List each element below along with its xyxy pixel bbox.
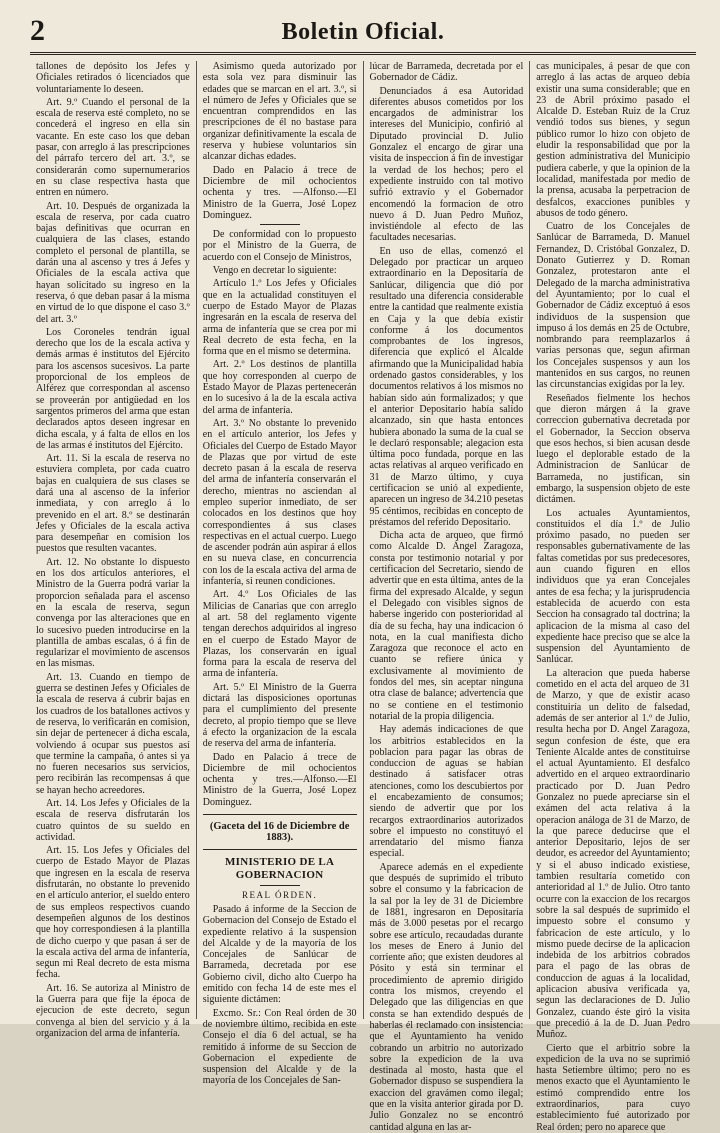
paragraph: cas municipales, á pesar de que con arreglo á las actas de arqueo debía existir una suma considerable; que en 23 de Abril próximo pasado el Alcalde D. Esteban Ruiz de la Cruz vendió todos sus bienes, y segun público rumor lo hizo con objeto de eludir la responsabilidad que por la gestion administrativa del Municipio pudiera caberle, y que la opinion de la localidad, manifestada por medio de la prensa, acusaba la perpetracion de desfalcos, exacciones punibles y abusos de todo género. [536,61,690,219]
paragraph: tallones de depósito los Jefes y Oficiales retirados ó licenciados que voluntariamente lo deseen. [36,61,190,95]
text-columns [30,61,696,1133]
paragraph: Aparece además en el expediente que después de suprimido el tributo sobre el consumo y la fabricacion de la sal por la ley de 31 de Diciembre de 1881, ingresaron en Depositaría más de 3.000 pesetas por el recargo sobre ese artículo, recaudadas durante los meses de Enero á Junio del corriente año; que existen deudores al Pósito y está sin terminar el procedimiento de apremio dirigido contra los mismos, creyendo el Delegado que las diligencias en que consta se han extendido después de haberlas él reclamado con insistencia: que el Ayuntamiento ha venido cobrando un arbitrio no autorizado sobre la expedicion de la uva destinada al mosto, hasta que el Gobernador dispuso se suspendiera la exaccion del gravámen como ilegal; que en la visita anterior girada por D. Julio Gonzalez no se encontró cantidad alguna en las ar- [369,861,524,1133]
column-2 [196,61,363,1087]
paragraph: Art. 3.º No obstante lo prevenido en el artículo anterior, los Jefes y Oficiales del Cuerpo de Estado Mayor de Plazas que por virtud de este decreto pasan á la escala de reserva del arma de infantería conservarán el derecho, mientras no asciendan al empleo superior inmediato, de ser colocados en los destinos que hoy correspondientes á sus clases respectivas en el actual cuerpo. Luego de ascender podrán aún aspirar á ellos en su nueva clase, en concurrencia con los de la escala activa del arma de infantería, si reunen condiciones. [202,417,357,588]
subsection-heading: REAL ÓRDEN. [242,890,318,900]
column-3 [363,61,530,1133]
paragraph: Los Coroneles tendrán igual derecho que los de la escala activa y demás armas é institutos del Ejército para los ascensos sucesivos. La parte proporcional de los empleos de Alférez que correspondan al ascenso se proveerán por antigüedad en los sargentos primeros del arma que estan declarados aptos deseen ingresar en dicha escala, y á falta de ellos en los de las armas é institutos del Ejército. [36,326,190,451]
paragraph: Excmo. Sr.: Con Real órden de 30 de noviembre último, recibida en este Consejo el día 6 del actual, se ha remitido á informe de su Seccion de Gobernacion el expediente de suspension del Alcalde y de la mayoría de los Concejales de San- [202,1007,357,1087]
divider [260,224,300,225]
paragraph: Art. 14. Los Jefes y Oficiales de la escala de reserva disfrutarán los cuatro quintos de su sueldo en actividad. [36,798,190,843]
paragraph: Denunciados á esa Autoridad diferentes abusos cometidos por los encargados de administrar los intereses del Municipio, confirió al Diputado provincial D. Julio Gonzalez el encargo de girar una visita de inspeccion á fin de investigar la verdad de los hechos; pero el expediente instruido con tal motivo sufrió extravío y el Gobernador encomendó la formacion de otro nuevo á D. Juan Pedro Muñoz, invistiéndole al efecto de las facultades necesarias. [369,85,524,244]
paragraph: Cuatro de los Concejales de Sanlúcar de Barrameda, D. Manuel Fernandez, D. Cristóbal Gonzalez, D. Donato Gutierrez y D. Roman Gonzalez, protestaron ante el Delegado de la marcha administrativa del Ayuntamiento; por lo cual el Gobernador de Cádiz exceptuó á esos individuos de la suspension que impuso á los demás en 25 de Octubre, nombrando para reemplazarlos á varias personas que, segun afirman los Concejales suspensos y aun los mantenidos en sus cargos, no reunen las circunstancias exigidas por la ley. [536,221,690,391]
paragraph: Art. 16. Se autoriza al Ministro de la Guerra para que fije la época de ejecucion de este decreto, segun convenga al bien del servicio y á la organizacion del arma de infantería. [36,982,190,1039]
paragraph: De conformidad con lo propuesto por el Ministro de la Guerra, de acuerdo con el Consejo de Ministros, [202,229,357,263]
paragraph: Art. 5.º El Ministro de la Guerra dictará las disposiciones oportunas para el cumplimiento del presente decreto, al propio tiempo que se lleve á efecto la organizacion de la escala de reserva del arma de infantería. [202,681,357,750]
paragraph: Vengo en decretar lo siguiente: [212,265,337,277]
paragraph: Cierto que el arbitrio sobre la expedicion de la uva no se suprimió hasta Setiembre último; pero no es menos exacto que el Ayuntamiento le estimó comprendido entre los extraordinarios, para cuyo establecimiento fué autorizado por Real órden; pero no aparece que [536,1042,690,1133]
paragraph: Dicha acta de arqueo, que firmó como Alcalde D. Ángel Zaragoza, consta por testimonio notarial y por certificacion del Secretario, siendo de advertir que en esta última, antes de la firma del expresado Alcalde, y segun el Delegado con visibles signos de haberse ingerido con posterioridad al día de su fecha, hay una indicacion ó nota, en la cual manifiesta dicho Zaragoza que reconoce el acto en cuanto se refiere única y exclusivamente al movimiento de fondos del mes, sin aceptar ninguna otra clase de balance; advertencia que no se contiene en el testimonio notarial de la propia diligencia. [369,530,524,722]
paragraph: Pasado á informe de la Seccion de Gobernacion del Consejo de Estado el expediente relativo á la suspension del Alcalde y de la mayoría de los Concejales de Sanlúcar de Barrameda, decretada por ese Gobierno civil, dicho alto Cuerpo ha emitido con fecha 14 de este mes el siguiente dictámen: [202,904,357,1006]
masthead-title: Boletin Oficial. [281,19,445,45]
divider [203,849,357,850]
gazette-citation: (Gaceta del 16 de Diciembre de 1883). [209,821,350,843]
paragraph: Reseñados fielmente los hechos que dieron márgen á la grave correccion gubernativa decretada por el Gobernador, la Seccion observa que esos hechos, si bien acusan desde luego el deplorable estado de la Administracion de Sanlúcar de Barrameda, no justifican, sin embargo, la suspension objeto de este dictámen. [536,392,690,506]
paragraph: Art. 4.º Los Oficiales de las Milicias de Canarias que con arreglo al art. 58 del reglamento vigente tengan derechos adquiridos al ingreso en el cuerpo de Estado Mayor de Plazas, los conservarán en igual forma para la escala de reserva del arma de infantería. [202,589,357,680]
paragraph: Hay además indicaciones de que los arbitrios establecidos en la poblacion para pagar las obras de conduccion de aguas se habían destinado á satisfacer otras atenciones, como los descubiertos por el encabezamiento de consumos; siendo de advertir que por los recargos extraordinarios autorizados sobre el impuesto no constituyó el arrendatario del mismo fianza especial. [369,724,524,860]
paragraph: Art. 2.º Los destinos de plantilla que hoy corresponden al cuerpo de Estado Mayor de Plazas pertenecerán en lo sucesivo á la de la escala activa del arma de infantería. [202,359,357,416]
page-number: 2 [30,14,45,47]
paragraph: Art. 10. Después de organizada la escala de reserva, por cada cuatro bajas definitivas que ocurran en cualquiera de las clases, estando completo el personal de plantilla, se darán una al ascenso y tres á Jefes y Oficiales de la escala activa que hayan solicitado su ingreso en la reserva, ó que deban pasar á la misma en virtud de lo que dispone el caso 3.º del art. 3.º [36,200,190,325]
paragraph: Art. 9.º Cuando el personal de la escala de reserva esté completo, no se concederá el ingreso en ella sin vacante. En este caso los que deban pasar, con arreglo á las prescripciones del párrafo tercero del art. 3.º, se considerarán como supernumerarios en su clase respectiva hasta que entren en número. [36,96,190,199]
page-header [30,10,696,55]
paragraph: Art. 15. Los Jefes y Oficiales del cuerpo de Estado Mayor de Plazas que ingresen en la escala de reserva disfrutarán, no obstante lo prevenido en el artículo anterior, el sueldo entero de sus empleos respectivos cuando desempeñen algunos de los destinos que hoy correspondiesen á la plantilla de dicho cuerpo y que pasan á ser de la escala activa del arma de infantería, segun mi Real decreto de esta misma fecha. [36,845,190,981]
paragraph: lúcar de Barrameda, decretada por el Gobernador de Cádiz. [369,61,524,84]
column-4 [529,61,696,1133]
paragraph: En uso de ellas, comenzó el Delegado por practicar un arqueo extraordinario en la Depositaría de Sanlúcar, diligencia que dió por resultado una diferencia considerable entre la cantidad que realmente existía en Caja y la que debía existir conforme á los documentos comprobantes de los ingresos, diferencia que explicó el Alcalde afirmando que la Municipalidad había ordenado gastos considerables, y los documentos relativos á los mismos no habían sido aún formalizados; y que el anterior Depositario había salido alcanzado, sin que hasta entonces hubiera abonado la suma de la cual se le declaró responsable; alegacion esta última poco fundada, porque en las actas relativas al arqueo verificado en 31 de Marzo último, y cuya certificacion se unió al expediente, aparecen un ingreso de 34.210 pesetas 95 céntimos, recibidas en concepto de préstamos del referido Depositario. [369,245,524,528]
paragraph: Artículo 1.º Los Jefes y Oficiales que en la actualidad constituyen el cuerpo de Estado Mayor de Plazas ingresarán en la escala de reserva del arma de infantería que se crea por mi Real decreto de esta fecha, en la forma que en el mismo se determina. [202,278,357,358]
paragraph: Asimismo queda autorizado por esta sola vez para disminuir las edades que se marcan en el art. 3.º, si el número de Jefes y Oficiales que se encuentran comprendidos en las prescripciones de él no bastase para organizar definitivamente la escala de reserva y hubiese voluntarios sin alcanzar dichas edades. [202,61,357,163]
paragraph: La alteracion que pueda haberse cometido en el acta del arqueo de 31 de Marzo, y que de existir acaso constituiría un delito de falsedad, además de ser anterior al 1.º de Julio, resulta hecha por D. Angel Zaragoza, segun confesion de éste, que era Teniente Alcalde antes de constituirse el actual Ayuntamiento. El desfalco advertido en el arqueo extraordinario practicado por D. Juan Pedro Gonzalez no puede apreciarse sin el exámen del acta relativa á la operacion análoga de 31 de Marzo, de la que parece deducirse que el anterior Depositario, lejos de ser deudor, es acreedor del Ayuntamiento; y si el abuso indicado existiese, tambien resultaría cometido con anterioridad al 1.º de Julio. Otro tanto ocurre con la exaccion de los recargos sobre la sal después de suprimido el impuesto sobre el consumo y fabricacion de este artículo, y lo mismo puede decirse de la aplicacion indebida de los arbitrios cobrados para el pago de las obras de conduccion de aguas á la localidad, aplicacion abusiva verificada ya, segun las declaraciones de D. Julio Gonzalez, cuando éste giró la visita que precedió á la de D. Juan Pedro Muñoz. [536,667,690,1041]
paragraph: Art. 11. Si la escala de reserva no estuviera completa, por cada cuatro bajas en cualquiera de sus clases se dará una al ascenso de la inferior inmediata, y con arreglo á lo prevenido en el art. 8.º se destinarán Jefes y Oficiales de la escala activa para desempeñar en comision los puestos que resulten vacantes. [36,453,190,555]
divider [203,814,357,815]
paragraph: Art. 12. No obstante lo dispuesto en los dos artículos anteriores, el Ministro de la Guerra podrá variar la proporcion señalada para el ascenso en la escala de reserva, segun convenga por las alteraciones que en lo sucesivo pueden introducirse en la plantilla de ambas escalas, ó á fin de regularizar el movimiento de ascensos en las mismas. [36,556,190,670]
paragraph: Los actuales Ayuntamientos, constituidos el día 1.º de Julio próximo pasado, no pueden ser responsables gubernativamente de las faltas cometidas por sus predecesores, aun cuando figuren en ellos individuos que ya eran Concejales antes de esa fecha; y la jurisprudencia establecida de acuerdo con esta Seccion ha consagrado tal doctrina; la aplicacion de la misma al caso del expediente hace preciso que se alce la suspension del Ayuntamiento de Sanlúcar. [536,507,690,666]
paragraph: Dado en Palacio á trece de Diciembre de mil ochocientos ochenta y tres. —Alfonso.—El Ministro de la Guerra, José Lopez Dominguez. [202,164,357,221]
paragraph: Art. 13. Cuando en tiempo de guerra se destinen Jefes y Oficiales de la escala de reserva á cubrir bajas en los cuadros de los batallones activos y de reserva, lo verificarán en comision, sin dejar de pertenecer á dicha escala, volviendo á ocupar sus puestos así que termine la campaña, ó antes si ya no fueren necesarios sus servicios, pero recibirán las recompensas á que se hayan hecho acreedores. [36,671,190,796]
section-heading: MINISTERIO DE LA GOBERNACION [224,856,335,881]
divider [260,885,300,886]
paragraph: Dado en Palacio á trece de Diciembre de mil ochocientos ochenta y tres.—Alfonso.—El Ministro de la Guerra, José Lopez Dominguez. [202,751,357,808]
column-1 [30,61,196,1039]
